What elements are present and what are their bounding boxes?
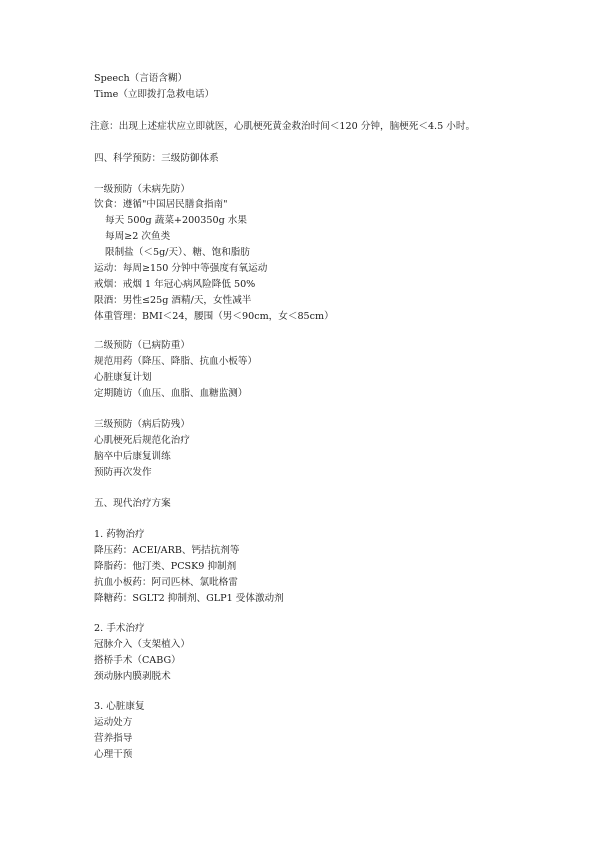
text-line: 脑卒中后康复训练 (94, 451, 171, 462)
text-line: 运动处方 (94, 717, 133, 728)
text-line: 限制盐（＜5g/天）、糖、饱和脂肪 (105, 247, 250, 258)
text-line: 营养指导 (94, 733, 133, 744)
text-line: 冠脉介入（支架植入） (94, 639, 190, 650)
text-line: 定期随访（血压、血脂、血糖监测） (94, 388, 248, 399)
text-line: 戒烟：戒烟 1 年冠心病风险降低 50% (94, 279, 256, 290)
subsection-heading: 三级预防（病后防残） (94, 419, 190, 430)
subsection-heading: 3. 心脏康复 (94, 701, 145, 712)
subsection-heading: 2. 手术治疗 (94, 623, 145, 634)
text-line: 每天 500g 蔬菜+200350g 水果 (105, 215, 247, 226)
text-line: 心脏康复计划 (94, 372, 152, 383)
text-line: Speech（言语含糊） (94, 73, 188, 84)
text-line: 规范用药（降压、降脂、抗血小板等） (94, 356, 258, 367)
text-line: 心理干预 (94, 749, 133, 760)
text-line: 饮食：遵循"中国居民膳食指南" (94, 199, 228, 210)
text-line: 搭桥手术（CABG） (94, 655, 181, 666)
text-line: 心肌梗死后规范化治疗 (94, 435, 190, 446)
subsection-heading: 二级预防（已病防重） (94, 340, 190, 351)
text-line: 每周≥2 次鱼类 (105, 231, 171, 242)
section-heading: 五、现代治疗方案 (94, 498, 171, 509)
text-line: 运动：每周≥150 分钟中等强度有氧运动 (94, 263, 268, 274)
subsection-heading: 1. 药物治疗 (94, 529, 145, 540)
text-line: 抗血小板药：阿司匹林、氯吡格雷 (94, 577, 238, 588)
subsection-heading: 一级预防（未病先防） (94, 184, 190, 195)
note-line: 注意：出现上述症状应立即就医，心肌梗死黄金救治时间＜120 分钟，脑梗死＜4.5 小时。 (90, 121, 476, 132)
text-line: 预防再次发作 (94, 467, 152, 478)
section-heading: 四、科学预防：三级防御体系 (94, 153, 219, 164)
text-line: 降压药：ACEI/ARB、钙拮抗剂等 (94, 545, 240, 556)
text-line: 颈动脉内膜剥脱术 (94, 671, 171, 682)
text-line: 限酒：男性≤25g 酒精/天，女性减半 (94, 295, 252, 306)
text-line: 降糖药：SGLT2 抑制剂、GLP1 受体激动剂 (94, 593, 284, 604)
text-line: Time（立即拨打急救电话） (94, 89, 215, 100)
text-line: 体重管理：BMI＜24，腰围（男＜90cm，女＜85cm） (94, 311, 334, 322)
text-line: 降脂药：他汀类、PCSK9 抑制剂 (94, 561, 237, 572)
